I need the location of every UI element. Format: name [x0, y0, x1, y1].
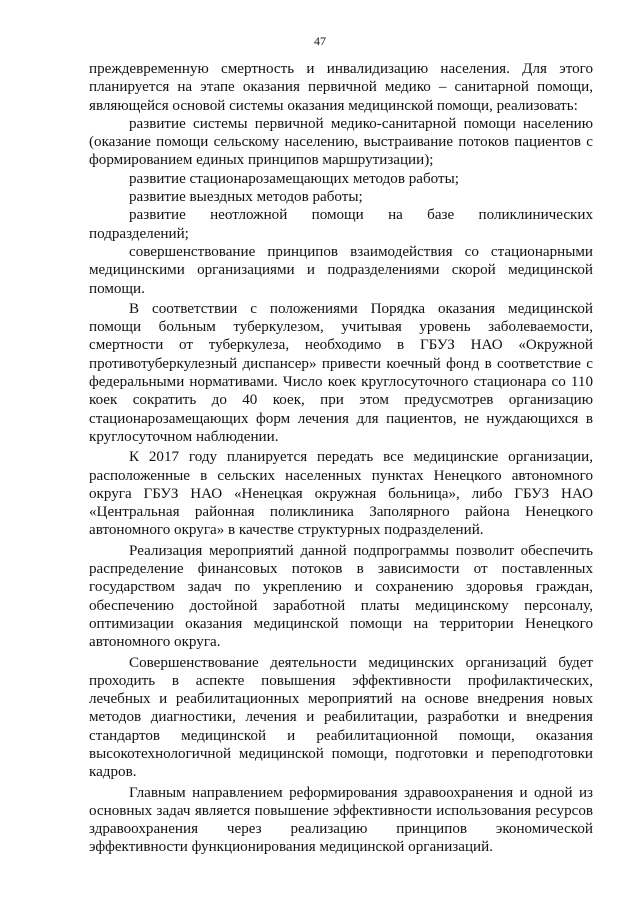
list-item-interaction: совершенствование принципов взаимодействия со стационарными медицинскими организациями и подразделениями скорой медицинской помощи.: [89, 243, 593, 297]
list-item-inpatient-replacement: развитие стационарозамещающих методов работы;: [129, 170, 459, 187]
paragraph-main-direction: Главным направлением реформирования здравоохранения и одной из основных задач является повышение эффективности использования ресурсов здравоохранения через реализацию принципов экономической эффективности функционирования медицинской организаций.: [89, 784, 593, 856]
list-item-urgent-care: развитие неотложной помощи на базе поликлинических подразделений;: [89, 207, 593, 242]
paragraph-improvement: Совершенствование деятельности медицинских организаций будет проходить в аспекте повышения эффективности профилактических, лечебных и реабилитационных мероприятий на основе внедрения новых методов диагностики, лечения и реабилитации, разработки и внедрения стандартов медицинской и реабилитационной помощи, оказания высокотехнологичной медицинской помощи, подготовки и переподготовки кадров.: [89, 654, 593, 781]
list-item-mobile-methods: развитие выездных методов работы;: [129, 189, 363, 206]
document-body: [89, 60, 593, 857]
page-number: 47: [314, 34, 326, 48]
paragraph-subprogram-outcome: Реализация мероприятий данной подпрограммы позволит обеспечить распределение финансовых потоков в зависимости от поставленных государством задач по укреплению и сохранению здоровья граждан, обеспечению достойной заработной платы медицинскому персоналу, оптимизации оказания медицинской помощи на территории Ненецкого автономного округа.: [89, 542, 593, 651]
list-item-primary-care: развитие системы первичной медико-санитарной помощи населению (оказание помощи сельскому населению, выстраивание потоков пациентов с формированием единых принципов маршрутизации);: [89, 115, 593, 169]
paragraph-intro: преждевременную смертность и инвалидизацию населения. Для этого планируется на этапе оказания первичной медико – санитарной помощи, являющейся основой системы оказания медицинской помощи, реализовать:: [89, 61, 593, 114]
paragraph-rural-organizations: К 2017 году планируется передать все медицинские организации, расположенные в сельских населенных пунктах Ненецкого автономного округа ГБУЗ НАО «Ненецкая окружная больница», либо ГБУЗ НАО «Центральная районная поликлиника Заполярного района Ненецкого автономного округа» в качестве структурных подразделений.: [89, 449, 593, 539]
paragraph-tuberculosis: В соответствии с положениями Порядка оказания медицинской помощи больным туберкулезом, учитывая уровень заболеваемости, смертности от туберкулеза, необходимо в ГБУЗ НАО «Окружной противотуберкулезный диспансер» привести коечный фонд в соответствие с федеральными нормативами. Число коек круглосуточного стационара со 110 коек сократить до 40 коек, при этом предусмотрев организацию стационарозамещающих форм лечения для пациентов, не нуждающихся в круглосуточном наблюдении.: [89, 300, 593, 445]
